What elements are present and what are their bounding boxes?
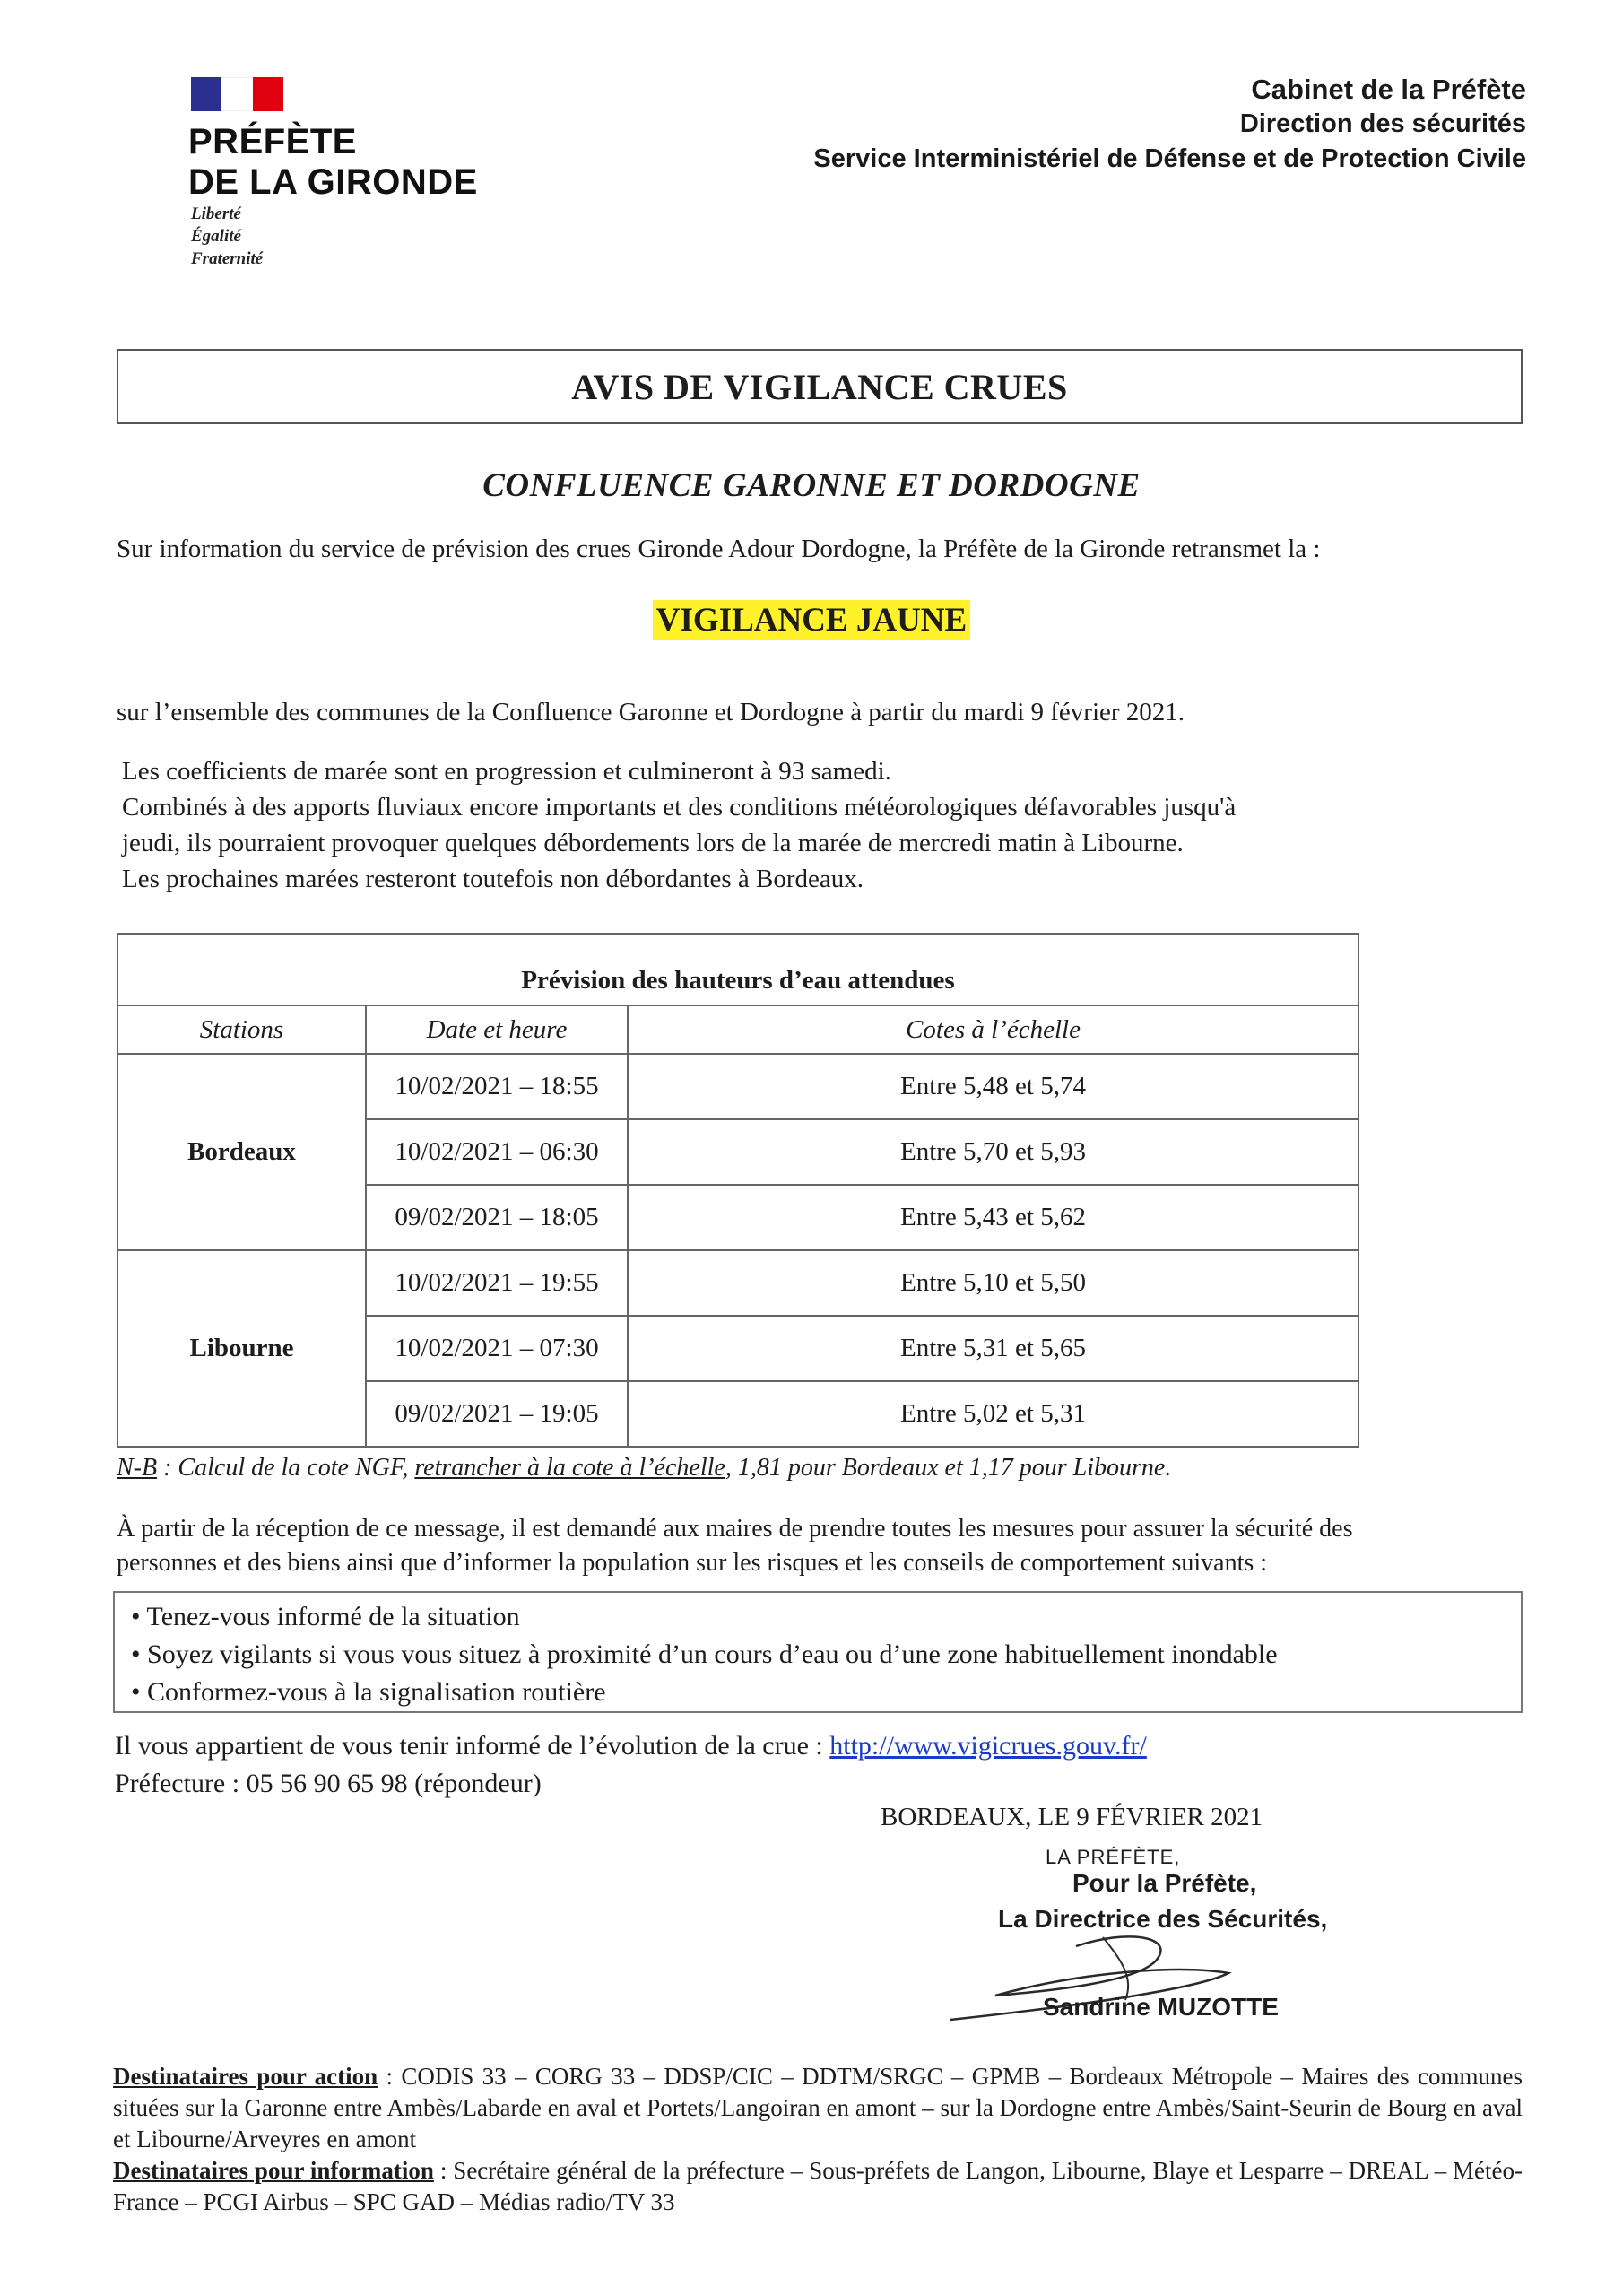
note-label: N-B bbox=[117, 1454, 158, 1482]
advice-item: • Soyez vigilants si vous vous situez à proximité d’un cours d’eau ou d’une zone habituellement inondable bbox=[131, 1639, 1278, 1669]
forecast-date: 10/02/2021 – 07:30 bbox=[366, 1316, 628, 1381]
ngf-note: N-B : Calcul de la cote NGF, retrancher à la cote à l’échelle, 1,81 pour Bordeaux et 1,17 pour Libourne. bbox=[117, 1454, 1172, 1482]
intro-paragraph: Sur information du service de prévision des crues Gironde Adour Dordogne, la Préfète de la Gironde retransmet la : bbox=[117, 535, 1321, 563]
forecast-cote: Entre 5,70 et 5,93 bbox=[628, 1119, 1358, 1185]
column-header-stations: Stations bbox=[117, 1005, 366, 1054]
forecast-date: 10/02/2021 – 18:55 bbox=[366, 1054, 628, 1119]
forecast-date: 10/02/2021 – 19:55 bbox=[366, 1250, 628, 1316]
forecast-cote: Entre 5,48 et 5,74 bbox=[628, 1054, 1358, 1119]
forecast-date: 09/02/2021 – 18:05 bbox=[366, 1185, 628, 1250]
station-name: Bordeaux bbox=[117, 1054, 366, 1250]
french-flag-emblem bbox=[191, 77, 283, 111]
vigicrues-link[interactable]: http://www.vigicrues.gouv.fr/ bbox=[829, 1731, 1147, 1761]
issuing-service-header: Cabinet de la Préfète Direction des sécurités Service Interministériel de Défense et de Protection Civile bbox=[813, 74, 1526, 173]
mayor-instructions: À partir de la réception de ce message, il est demandé aux maires de prendre toutes les mesures pour assurer la sécurité des personnes et des biens ainsi que d’informer la population sur les risques et les conseils de comportement suivants : bbox=[117, 1515, 1353, 1577]
forecast-cote: Entre 5,10 et 5,50 bbox=[628, 1250, 1358, 1316]
table-row bbox=[117, 1250, 1358, 1316]
table-row bbox=[117, 1054, 1358, 1119]
table-caption: Prévision des hauteurs d’eau attendues bbox=[117, 934, 1358, 1005]
behavior-advice-box bbox=[113, 1591, 1523, 1713]
signature-title-small: LA PRÉFÈTE, bbox=[1046, 1846, 1181, 1868]
column-header-cotes: Cotes à l’échelle bbox=[628, 1005, 1358, 1054]
advice-item: • Tenez-vous informé de la situation bbox=[131, 1602, 520, 1631]
vigilance-level bbox=[0, 601, 1623, 639]
scope-paragraph: sur l’ensemble des communes de la Confluence Garonne et Dordogne à partir du mardi 9 février 2021. bbox=[117, 698, 1185, 726]
recipients-action-label: Destinataires pour action bbox=[113, 2063, 378, 2090]
forecast-cote: Entre 5,43 et 5,62 bbox=[628, 1185, 1358, 1250]
prefecture-logo-name: PRÉFÈTE DE LA GIRONDE bbox=[188, 122, 478, 202]
place-and-date: BORDEAUX, LE 9 FÉVRIER 2021 bbox=[881, 1803, 1263, 1831]
prefecture-phone: Préfecture : 05 56 90 65 98 (répondeur) bbox=[115, 1769, 542, 1798]
document-subtitle: CONFLUENCE GARONNE ET DORDOGNE bbox=[482, 467, 1141, 504]
water-level-forecast-table bbox=[117, 933, 1359, 1448]
forecast-cote: Entre 5,31 et 5,65 bbox=[628, 1316, 1358, 1381]
recipients-section: Destinataires pour action : CODIS 33 – CORG 33 – DDSP/CIC – DDTM/SRGC – GPMB – Bordeaux Métropole – Maires des communes situées sur la Garonne entre Ambès/Labarde en aval et Portets/Langoiran en amont – sur la Dordogne entre Ambès/Saint-Seurin de Bourg en aval et Libourne/Arveyres en amont Destinataires pour information : Secrétaire général de la préfecture – Sous-préfets de Langon, Libourne, Blaye et Lesparre – DREAL – Météo-France – PCGI Airbus – SPC GAD – Médias radio/TV 33 bbox=[113, 2063, 1523, 2215]
document-title-box bbox=[117, 349, 1523, 424]
followup-info: Il vous appartient de vous tenir informé de l’évolution de la crue : http://www.vigicrues.gouv.fr/ Préfecture : 05 56 90 65 98 (répondeur) bbox=[115, 1727, 1147, 1803]
forecast-date: 10/02/2021 – 06:30 bbox=[366, 1119, 628, 1185]
signature-role: La Directrice des Sécurités, bbox=[998, 1905, 1328, 1933]
station-name: Libourne bbox=[117, 1250, 366, 1447]
column-header-date: Date et heure bbox=[366, 1005, 628, 1054]
document-title: AVIS DE VIGILANCE CRUES bbox=[571, 366, 1068, 407]
signer-name: Sandrine MUZOTTE bbox=[1043, 1993, 1279, 2021]
republic-motto: Liberté Égalité Fraternité bbox=[191, 204, 264, 268]
forecast-cote: Entre 5,02 et 5,31 bbox=[628, 1381, 1358, 1447]
recipients-info-label: Destinataires pour information bbox=[113, 2157, 434, 2184]
advice-item: • Conformez-vous à la signalisation routière bbox=[131, 1677, 606, 1707]
forecast-date: 09/02/2021 – 19:05 bbox=[366, 1381, 628, 1447]
situation-paragraph: Les coefficients de marée sont en progression et culmineront à 93 samedi. Combinés à des apports fluviaux encore importants et des conditions météorologiques défavorables jusqu'à jeudi, ils pourraient provoquer quelques débordements lors de la marée de mercredi matin à Libourne. Les prochaines marées resteront toutefois non débordantes à Bordeaux. bbox=[122, 757, 1237, 893]
signature-for-line: Pour la Préfète, bbox=[1072, 1869, 1257, 1897]
vigilance-level-badge: VIGILANCE JAUNE bbox=[653, 600, 970, 640]
